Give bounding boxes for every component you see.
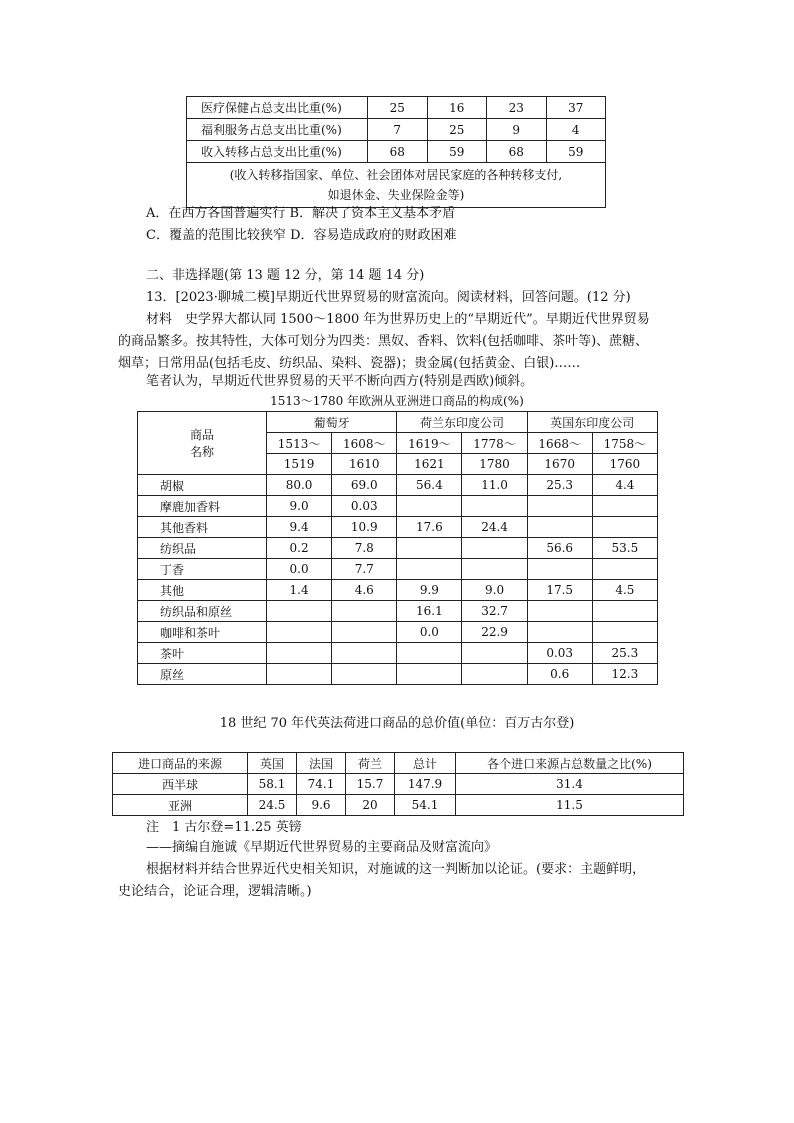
author-view: 笔者认为，早期近代世界贸易的天平不断向西方(特别是西欧)倾斜。 [146,374,534,389]
table-row [138,601,658,622]
period-end: 1760 [592,454,657,475]
table-cell: 0.0 [397,622,462,643]
header-text: 商品 [189,428,214,442]
table-cell: 23 [487,97,547,119]
table-cell: 17.6 [397,517,462,538]
commodity-name: 其他 [138,580,267,601]
table-cell [267,664,332,685]
period-end: 1621 [397,454,462,475]
table-cell [592,559,657,580]
table-cell [592,601,657,622]
table-cell: 68 [368,141,428,163]
asia-imports-body [138,475,658,685]
table-row [187,97,606,119]
period-start: 1758～ [592,433,657,454]
table-cell: 4 [546,119,606,141]
table-cell: 68 [487,141,547,163]
table-cell: 56.6 [527,538,592,559]
table-row [113,795,684,816]
table-cell: 0.03 [527,643,592,664]
table-cell [592,517,657,538]
table-cell: 74.1 [297,774,346,795]
commodity-name: 其他香料 [138,517,267,538]
row-label: 医疗保健占总支出比重(%) [187,97,368,119]
table-cell: 147.9 [395,774,456,795]
table-note-line: (收入转移指国家、单位、社会团体对居民家庭的各种转移支付, [229,168,563,182]
table-cell [592,622,657,643]
table-cell: 32.7 [462,601,527,622]
table-cell: 80.0 [267,475,332,496]
table-cell [462,643,527,664]
table-cell: 31.4 [456,774,684,795]
table-cell: 7 [368,119,428,141]
table-cell: 11.5 [456,795,684,816]
period-start: 1513～ [267,433,332,454]
commodity-name: 茶叶 [138,643,267,664]
period-start: 1608～ [332,433,397,454]
asia-imports-table [137,411,658,685]
group-header: 荷兰东印度公司 [397,412,527,433]
table-cell [527,601,592,622]
period-start: 1778～ [462,433,527,454]
row-label: 收入转移占总支出比重(%) [187,141,368,163]
name-header [138,412,267,475]
table-cell: 25 [368,97,428,119]
table-cell: 16 [427,97,487,119]
period-start: 1668～ [527,433,592,454]
table-row [138,664,658,685]
commodity-name: 摩鹿加香料 [138,496,267,517]
question-13-title: 13．[2023·聊城二模]早期近代世界贸易的财富流向。阅读材料，回答问题。(12 分) [146,290,631,305]
row-label: 亚洲 [113,795,248,816]
table-cell: 24.5 [248,795,297,816]
table-cell: 17.5 [527,580,592,601]
table-cell: 53.5 [592,538,657,559]
table-row [138,643,658,664]
table-row [187,119,606,141]
table-row [138,475,658,496]
period-end: 1670 [527,454,592,475]
table-cell: 25.3 [527,475,592,496]
table-cell: 9.0 [462,580,527,601]
table-note-line: 如退休金、失业保险金等) [327,188,465,202]
table-cell: 22.9 [462,622,527,643]
table-row [138,496,658,517]
row-label: 西半球 [113,774,248,795]
table-cell: 10.9 [332,517,397,538]
material-text: 烟草；日常用品(包括毛皮、纺织品、染料、瓷器)；贵金属(包括黄金、白银)…… [118,356,581,371]
table-cell: 9.0 [267,496,332,517]
period-end: 1519 [267,454,332,475]
table-cell: 56.4 [397,475,462,496]
table-cell: 0.2 [267,538,332,559]
table-cell: 16.1 [397,601,462,622]
table-cell: 4.6 [332,580,397,601]
table-cell [527,496,592,517]
group-header: 英国东印度公司 [527,412,657,433]
source-citation: ——摘编自施诚《早期近代世界贸易的主要商品及财富流向》 [146,840,498,855]
table-cell [267,643,332,664]
table-title: 18 世纪 70 年代英法荷进口商品的总价值(单位：百万古尔登) [219,716,575,731]
answer-options-line-2: C．覆盖的范围比较狭窄 D．容易造成政府的财政困难 [146,228,457,243]
table-cell [462,559,527,580]
table-cell: 24.4 [462,517,527,538]
table-cell: 1.4 [267,580,332,601]
table-cell [267,622,332,643]
import-value-table [112,752,684,816]
table-cell [592,496,657,517]
table-cell: 25.3 [592,643,657,664]
table-cell: 0.03 [332,496,397,517]
table-cell [397,538,462,559]
table-cell [397,664,462,685]
table-cell [332,601,397,622]
table-cell: 9.6 [297,795,346,816]
question-text: 史论结合，论证合理，逻辑清晰。) [118,884,312,899]
table-cell [397,496,462,517]
period-start: 1619～ [397,433,462,454]
table-cell [332,664,397,685]
column-header: 英国 [248,753,297,774]
table-note-row [187,163,606,208]
column-header: 荷兰 [346,753,395,774]
table-cell [332,643,397,664]
table-cell [397,559,462,580]
group-header: 葡萄牙 [267,412,397,433]
table-cell: 7.7 [332,559,397,580]
row-label: 福利服务占总支出比重(%) [187,119,368,141]
header-text: 名称 [189,445,214,459]
table-cell: 9.4 [267,517,332,538]
table-cell [462,496,527,517]
table-cell: 59 [546,141,606,163]
table-cell: 54.1 [395,795,456,816]
table-row [187,141,606,163]
table-cell: 25 [427,119,487,141]
table-cell: 4.5 [592,580,657,601]
table-cell [397,643,462,664]
table-cell: 4.4 [592,475,657,496]
table-row [138,580,658,601]
table-cell: 12.3 [592,664,657,685]
table-row [138,559,658,580]
table-row [138,622,658,643]
unit-note: 注 1 古尔登=11.25 英镑 [146,820,302,835]
table-cell: 59 [427,141,487,163]
period-end: 1610 [332,454,397,475]
material-text: 材料 史学界大都认同 1500～1800 年为世界历史上的“早期近代”。早期近代世界贸易 [146,312,650,327]
column-header: 总计 [395,753,456,774]
table-cell [527,559,592,580]
table-cell [462,538,527,559]
table-header-row [113,753,684,774]
commodity-name: 咖啡和茶叶 [138,622,267,643]
period-end: 1780 [462,454,527,475]
material-text: 的商品繁多。按其特性，大体可划分为四类：黑奴、香料、饮料(包括咖啡、茶叶等)、蔗糖、 [118,334,649,349]
table-cell [267,601,332,622]
table-cell: 0.6 [527,664,592,685]
section-heading: 二、非选择题(第 13 题 12 分，第 14 题 14 分) [146,268,425,283]
welfare-expenditure-table [186,96,606,208]
column-header: 法国 [297,753,346,774]
table-cell: 37 [546,97,606,119]
table-row [138,517,658,538]
table-title: 1513～1780 年欧洲从亚洲进口商品的构成(%) [270,394,524,408]
table-cell [332,622,397,643]
table-cell: 7.8 [332,538,397,559]
question-text: 根据材料并结合世界近代史相关知识，对施诚的这一判断加以论证。(要求：主题鲜明， [146,862,646,877]
commodity-name: 纺织品 [138,538,267,559]
table-note [187,163,606,208]
table-row [138,538,658,559]
table-cell: 58.1 [248,774,297,795]
column-header: 进口商品的来源 [113,753,248,774]
table-cell: 69.0 [332,475,397,496]
table-cell: 0.0 [267,559,332,580]
table-header-row [138,412,658,433]
column-header: 各个进口来源占总数量之比(%) [456,753,684,774]
table-cell [527,517,592,538]
table-cell [527,622,592,643]
table-row [113,774,684,795]
commodity-name: 纺织品和原丝 [138,601,267,622]
table-cell: 11.0 [462,475,527,496]
table-cell: 15.7 [346,774,395,795]
table-cell: 9 [487,119,547,141]
commodity-name: 胡椒 [138,475,267,496]
commodity-name: 原丝 [138,664,267,685]
table-cell [462,664,527,685]
answer-options-line-1: A．在西方各国普遍实行 B．解决了资本主义基本矛盾 [146,206,456,221]
table-cell: 9.9 [397,580,462,601]
commodity-name: 丁香 [138,559,267,580]
table-cell: 20 [346,795,395,816]
